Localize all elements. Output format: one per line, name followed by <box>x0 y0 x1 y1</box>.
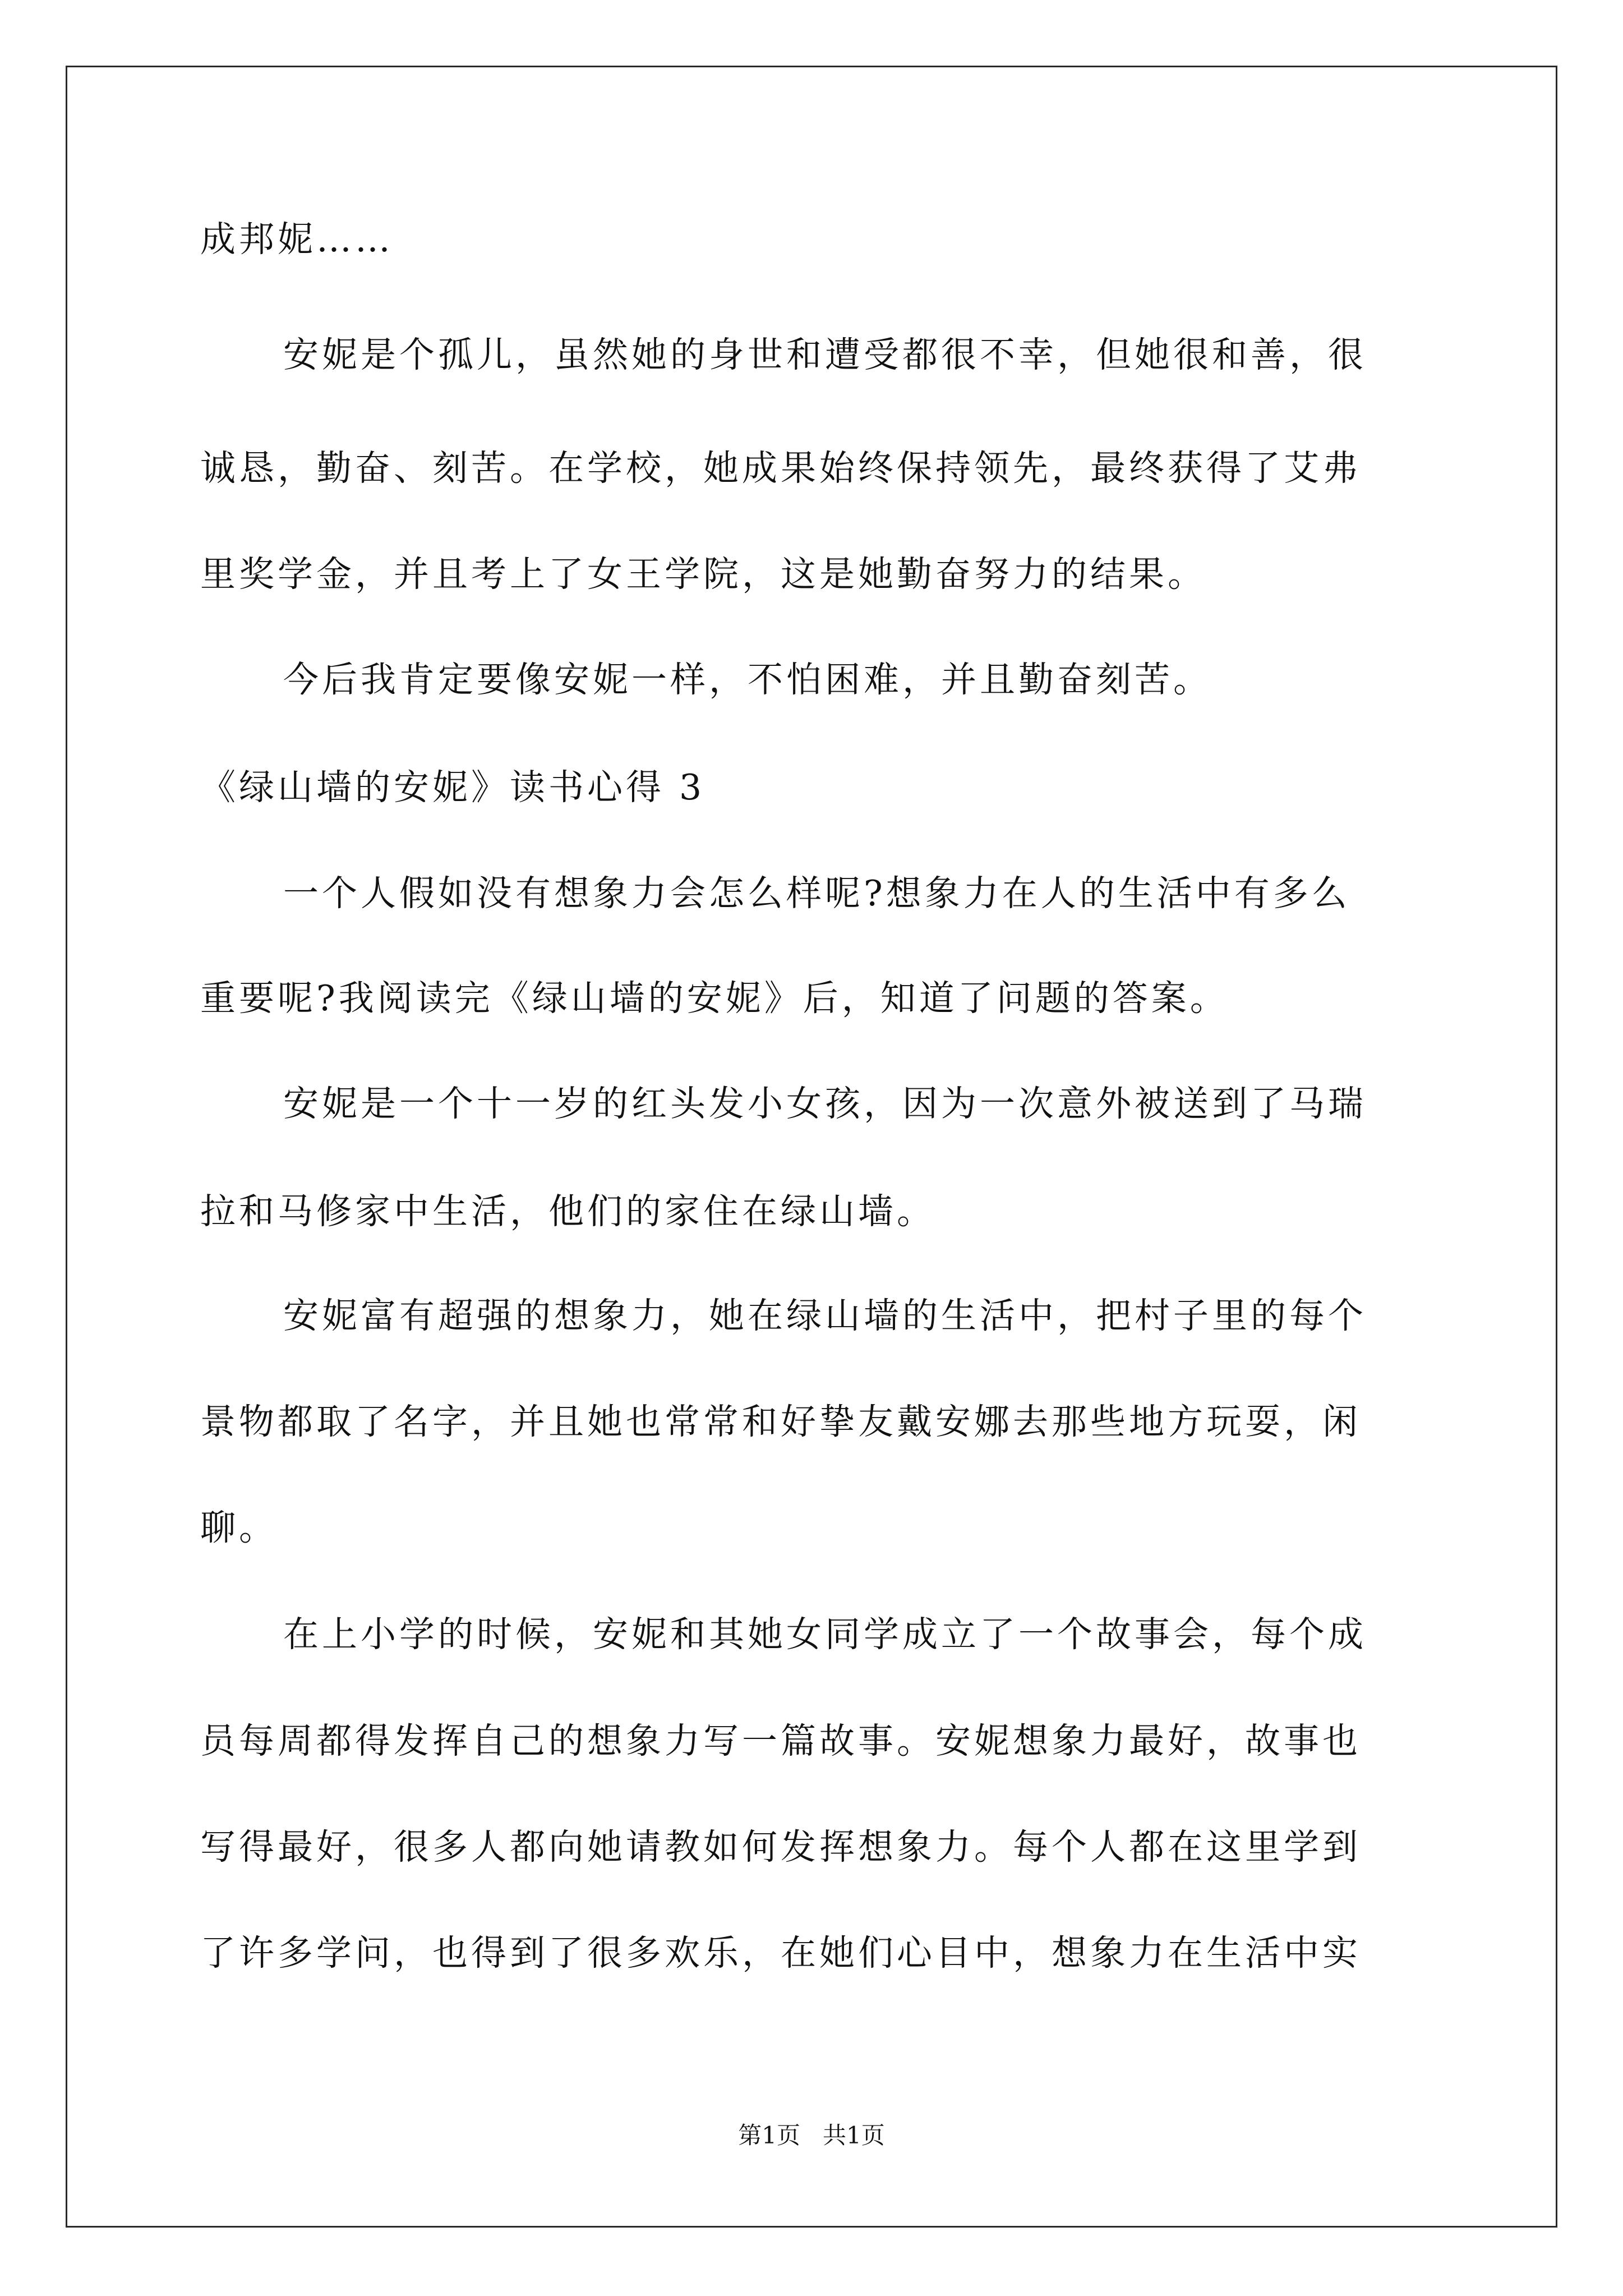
paragraph-line: 重要呢?我阅读完《绿山墙的安妮》后，知道了问题的答案。 <box>200 978 1229 1019</box>
section-heading: 《绿山墙的安妮》读书心得 3 <box>200 767 706 808</box>
paragraph-line: 里奖学金，并且考上了女王学院，这是她勤奋努力的结果。 <box>200 554 1206 595</box>
paragraph-line: 成邦妮…… <box>200 219 394 260</box>
paragraph-line: 一个人假如没有想象力会怎么样呢?想象力在人的生活中有多么 <box>283 873 1350 914</box>
paragraph-line: 安妮富有超强的想象力，她在绿山墙的生活中，把村子里的每个 <box>283 1295 1367 1336</box>
paragraph-line: 了许多学问，也得到了很多欢乐，在她们心目中，想象力在生活中实 <box>200 1932 1361 1973</box>
paragraph-line: 聊。 <box>200 1507 278 1548</box>
paragraph-line: 拉和马修家中生活，他们的家住在绿山墙。 <box>200 1191 935 1232</box>
paragraph-line: 员每周都得发挥自己的想象力写一篇故事。安妮想象力最好，故事也 <box>200 1720 1361 1761</box>
paragraph-line: 景物都取了名字，并且她也常常和好挚友戴安娜去那些地方玩耍，闲 <box>200 1401 1361 1442</box>
paragraph-line: 写得最好，很多人都向她请教如何发挥想象力。每个人都在这里学到 <box>200 1826 1361 1867</box>
paragraph-line: 安妮是一个十一岁的红头发小女孩，因为一次意外被送到了马瑞 <box>283 1083 1367 1124</box>
paragraph-line: 诚恳，勤奋、刻苦。在学校，她成果始终保持领先，最终获得了艾弗 <box>200 448 1361 489</box>
paragraph-line: 今后我肯定要像安妮一样，不怕困难，并且勤奋刻苦。 <box>283 659 1212 700</box>
page-border <box>66 66 1557 2228</box>
page-number-footer: 第1页 共1页 <box>738 2122 885 2149</box>
paragraph-line: 在上小学的时候，安妮和其她女同学成立了一个故事会，每个成 <box>283 1614 1367 1655</box>
paragraph-line: 安妮是个孤儿，虽然她的身世和遭受都很不幸，但她很和善，很 <box>283 334 1367 375</box>
